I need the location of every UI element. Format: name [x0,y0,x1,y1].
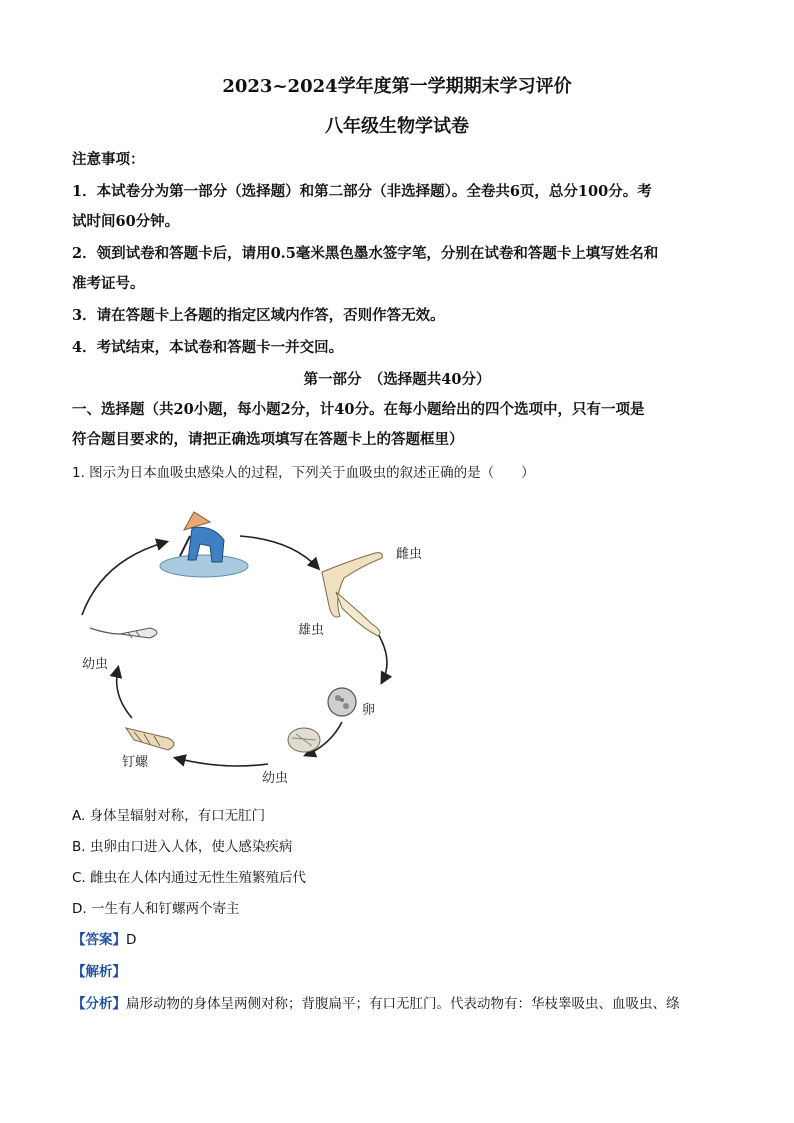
analysis-label: 【解析】 [72,964,126,980]
notice-item-4: 4．考试结束，本试卷和答题卡一并交回。 [72,339,344,356]
fenxi-line [72,994,732,1014]
arrow-human-to-worm [240,536,318,568]
answer-label: 【答案】 [72,932,126,948]
cercaria-illustration [90,628,157,638]
exam-title: 2023~2024学年度第一学期期末学习评价 [222,76,572,97]
analysis-line [72,962,732,982]
miracidium-illustration [288,728,320,752]
notice-item-2b: 准考证号。 [72,275,145,292]
fenxi-label: 【分析】 [72,996,126,1012]
label-male-worm: 雄虫 [298,623,325,638]
human-in-water-illustration [160,512,248,577]
schistosome-life-cycle-diagram [72,500,452,790]
egg-illustration [328,688,356,716]
notice-item-1b: 试时间60分钟。 [72,213,180,230]
option-d: D. 一生有人和钉螺两个寄主 [72,901,240,917]
snail-illustration [126,728,174,750]
label-egg: 卵 [362,703,376,718]
notice-heading: 注意事项： [72,151,145,168]
arrow-worm-to-egg [377,632,387,682]
notice-item-1a: 1．本试卷分为第一部分（选择题）和第二部分（非选择题）。全卷共6页，总分100分。考 [72,183,652,200]
adult-worms-illustration [322,553,382,636]
fenxi-text: 扁形动物的身体呈两侧对称；背腹扁平；有口无肛门。代表动物有：华枝睾吸虫、血吸虫、绦 [126,996,680,1012]
answer-line [72,930,732,950]
label-larva-bottom: 幼虫 [262,771,289,786]
label-female-worm: 雌虫 [396,547,423,562]
notice-item-2a: 2．领到试卷和答题卡后，请用0.5毫米黑色墨水签字笔，分别在试卷和答题卡上填写姓名和 [72,245,659,262]
option-c: C. 雌虫在人体内通过无性生殖繁殖后代 [72,870,307,886]
arrow-larva-to-human [82,542,166,615]
label-larva-left: 幼虫 [82,657,109,672]
notice-item-3: 3．请在答题卡上各题的指定区域内作答，否则作答无效。 [72,307,445,324]
option-a: A. 身体呈辐射对称，有口无肛门 [72,808,266,824]
arrow-snail-to-larva [117,668,132,718]
exam-subtitle: 八年级生物学试卷 [325,116,469,137]
answer-value: D [126,932,137,948]
part1-title: 第一部分 （选择题共40分） [303,371,491,388]
question-1-stem: 1. 图示为日本血吸虫感染人的过程，下列关于血吸虫的叙述正确的是（ ） [72,465,535,481]
part1-instruction-2: 符合题目要求的，请把正确选项填写在答题卡上的答题框里） [72,431,464,448]
part1-instruction-1: 一、选择题（共20小题，每小题2分，计40分。在每小题给出的四个选项中，只有一项是 [72,401,645,418]
label-snail: 钉螺 [122,755,149,770]
arrow-larva-to-snail [176,758,268,766]
option-b: B. 虫卵由口进入人体，使人感染疾病 [72,839,293,855]
